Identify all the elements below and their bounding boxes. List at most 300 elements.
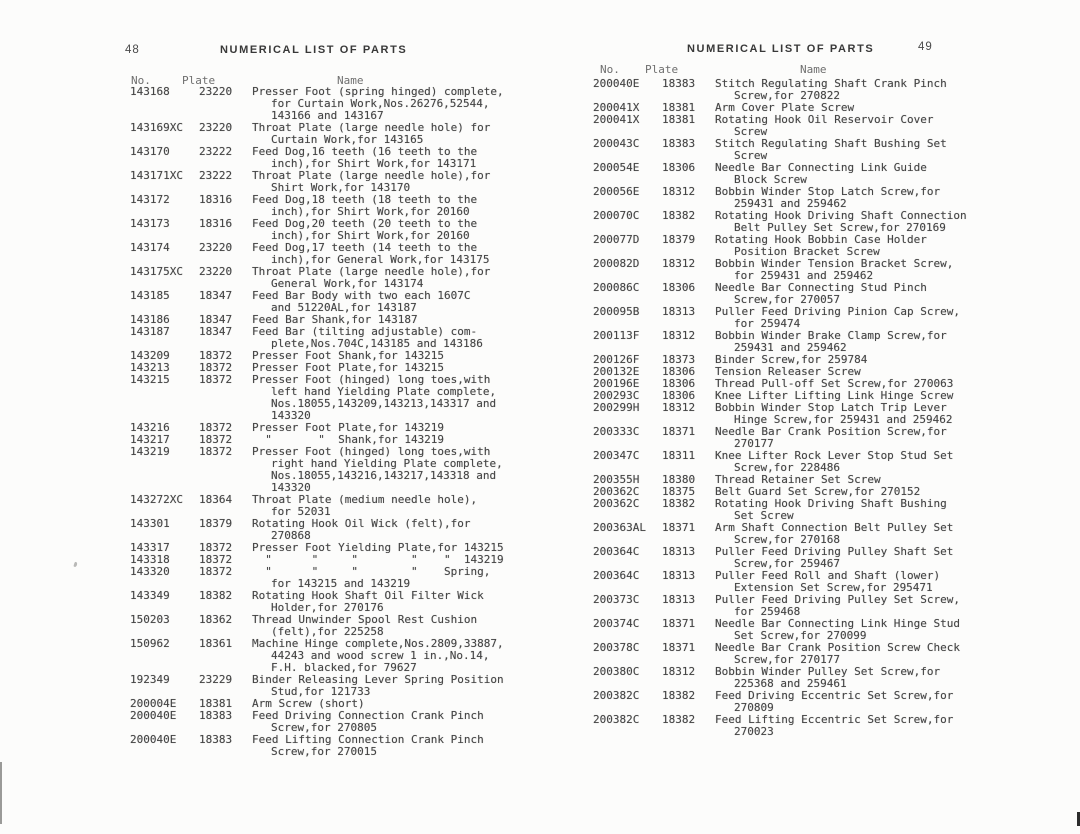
plate-number: 18364 bbox=[199, 493, 233, 506]
part-row bbox=[588, 594, 1012, 618]
column-header-no: No. bbox=[600, 63, 620, 76]
part-name bbox=[252, 374, 537, 422]
part-number: 143219 bbox=[130, 445, 170, 458]
part-row bbox=[125, 494, 537, 518]
part-number: 143186 bbox=[130, 313, 170, 326]
part-name bbox=[252, 518, 537, 542]
part-name bbox=[715, 234, 1012, 258]
part-name-line: 270868 bbox=[271, 529, 311, 542]
part-name-line: Belt Guard Set Screw,for 270152 bbox=[715, 485, 921, 498]
plate-number: 18381 bbox=[662, 113, 696, 126]
part-number: 200054E bbox=[593, 161, 640, 174]
part-name-line: Presser Foot (hinged) long toes,with bbox=[252, 445, 491, 458]
part-name-line: 225368 and 259461 bbox=[734, 677, 847, 690]
part-number: 143213 bbox=[130, 361, 170, 374]
part-name-line: Needle Bar Connecting Stud Pinch bbox=[715, 281, 927, 294]
part-name bbox=[252, 590, 537, 614]
part-name bbox=[715, 546, 1012, 570]
part-number: 200382C bbox=[593, 713, 640, 726]
part-name-line: Extension Set Screw,for 295471 bbox=[734, 581, 933, 594]
part-row bbox=[588, 186, 1012, 210]
part-name-line: Screw bbox=[734, 149, 768, 162]
plate-number: 18313 bbox=[662, 305, 696, 318]
parts-list-left bbox=[125, 86, 537, 758]
part-row bbox=[588, 306, 1012, 330]
scan-speck bbox=[73, 562, 77, 568]
plate-number: 23220 bbox=[199, 121, 233, 134]
part-name-line: Puller Feed Driving Pulley Shaft Set bbox=[715, 545, 954, 558]
part-name bbox=[252, 290, 537, 314]
plate-number: 18382 bbox=[662, 497, 696, 510]
part-name bbox=[715, 594, 1012, 618]
plate-number: 18372 bbox=[199, 349, 233, 362]
part-name-line: Rotating Hook Oil Wick (felt),for bbox=[252, 517, 471, 530]
part-row bbox=[588, 234, 1012, 258]
part-name-line: Tension Releaser Screw bbox=[715, 365, 861, 378]
part-name-line: Feed Dog,18 teeth (18 teeth to the bbox=[252, 193, 478, 206]
part-number: 143185 bbox=[130, 289, 170, 302]
part-name-line: Arm Screw (short) bbox=[252, 697, 365, 710]
plate-number: 18312 bbox=[662, 401, 696, 414]
part-row bbox=[125, 266, 537, 290]
part-number: 143318 bbox=[130, 553, 170, 566]
part-name bbox=[715, 450, 1012, 474]
plate-number: 18306 bbox=[662, 161, 696, 174]
part-name-line: Block Screw bbox=[734, 173, 807, 186]
part-number: 200056E bbox=[593, 185, 640, 198]
part-name-line: 44243 and wood screw 1 in.,No.14, bbox=[271, 649, 490, 662]
plate-number: 18380 bbox=[662, 473, 696, 486]
part-row bbox=[588, 426, 1012, 450]
part-name bbox=[715, 666, 1012, 690]
parts-list-right bbox=[588, 78, 1012, 738]
part-row bbox=[125, 326, 537, 350]
part-number: 200082D bbox=[593, 257, 640, 270]
part-name-line: 270023 bbox=[734, 725, 774, 738]
part-name-line: Presser Foot (hinged) long toes,with bbox=[252, 373, 491, 386]
plate-number: 18312 bbox=[662, 329, 696, 342]
part-name-line: Binder Screw,for 259784 bbox=[715, 353, 868, 366]
part-name-line: " " " " Spring, bbox=[252, 565, 491, 578]
part-number: 143187 bbox=[130, 325, 170, 338]
part-name bbox=[715, 330, 1012, 354]
part-name bbox=[715, 642, 1012, 666]
column-header-plate: Plate bbox=[645, 63, 679, 76]
part-name-line: Holder,for 270176 bbox=[271, 601, 384, 614]
part-row bbox=[588, 162, 1012, 186]
part-number: 200086C bbox=[593, 281, 640, 294]
part-name bbox=[252, 494, 537, 518]
part-name-line: Feed Dog,17 teeth (14 teeth to the bbox=[252, 241, 478, 254]
part-row bbox=[125, 674, 537, 698]
part-name-line: (felt),for 225258 bbox=[271, 625, 384, 638]
plate-number: 23220 bbox=[199, 265, 233, 278]
page-title-right: NUMERICAL LIST OF PARTS bbox=[687, 43, 875, 55]
part-name-line: Feed Bar Body with two each 1607C bbox=[252, 289, 471, 302]
plate-number: 18383 bbox=[199, 733, 233, 746]
part-number: 143301 bbox=[130, 517, 170, 530]
part-name-line: F.H. blacked,for 79627 bbox=[271, 661, 417, 674]
plate-number: 18312 bbox=[662, 257, 696, 270]
plate-number: 18379 bbox=[199, 517, 233, 530]
part-name-line: Presser Foot Yielding Plate,for 143215 bbox=[252, 541, 504, 554]
part-name-line: inch),for Shirt Work,for 20160 bbox=[271, 205, 470, 218]
part-number: 143168 bbox=[130, 85, 170, 98]
part-name-line: Position Bracket Screw bbox=[734, 245, 880, 258]
column-header-name: Name bbox=[800, 63, 827, 76]
plate-number: 18371 bbox=[662, 425, 696, 438]
part-number: 200378C bbox=[593, 641, 640, 654]
part-number: 200364C bbox=[593, 569, 640, 582]
plate-number: 18379 bbox=[662, 233, 696, 246]
part-name bbox=[715, 162, 1012, 186]
part-number: 143171XC bbox=[130, 169, 183, 182]
part-name-line: Rotating Hook Driving Shaft Connection bbox=[715, 209, 967, 222]
part-name bbox=[715, 498, 1012, 522]
plate-number: 23229 bbox=[199, 673, 233, 686]
part-name-line: Belt Pulley Set Screw,for 270169 bbox=[734, 221, 946, 234]
part-name-line: for 259431 and 259462 bbox=[734, 269, 874, 282]
part-name-line: Rotating Hook Shaft Oil Filter Wick bbox=[252, 589, 484, 602]
part-row bbox=[588, 498, 1012, 522]
part-number: 200355H bbox=[593, 473, 640, 486]
part-row bbox=[588, 450, 1012, 474]
part-name-line: inch),for Shirt Work,for 143171 bbox=[271, 157, 477, 170]
plate-number: 18381 bbox=[199, 697, 233, 710]
plate-number: 18347 bbox=[199, 289, 233, 302]
plate-number: 18372 bbox=[199, 433, 233, 446]
part-name-line: right hand Yielding Plate complete, bbox=[271, 457, 503, 470]
part-row bbox=[125, 590, 537, 614]
part-name-line: Knee Lifter Lifting Link Hinge Screw bbox=[715, 389, 954, 402]
part-name-line: Screw,for 270015 bbox=[271, 745, 377, 758]
part-row bbox=[588, 78, 1012, 102]
part-number: 143215 bbox=[130, 373, 170, 386]
plate-number: 18381 bbox=[662, 101, 696, 114]
page-title-left: NUMERICAL LIST OF PARTS bbox=[220, 44, 408, 56]
part-row bbox=[588, 666, 1012, 690]
part-row bbox=[125, 194, 537, 218]
part-number: 200040E bbox=[130, 709, 177, 722]
column-header-no: No. bbox=[131, 74, 151, 87]
plate-number: 18316 bbox=[199, 193, 233, 206]
column-header-plate: Plate bbox=[182, 74, 216, 87]
part-name-line: 143166 and 143167 bbox=[271, 109, 384, 122]
part-number: 200373C bbox=[593, 593, 640, 606]
part-name-line: Arm Shaft Connection Belt Pulley Set bbox=[715, 521, 954, 534]
part-row bbox=[588, 258, 1012, 282]
scan-edge-artifact-left bbox=[0, 762, 2, 824]
part-row bbox=[125, 122, 537, 146]
part-number: 200374C bbox=[593, 617, 640, 630]
part-name bbox=[252, 218, 537, 242]
part-number: 200077D bbox=[593, 233, 640, 246]
plate-number: 23220 bbox=[199, 241, 233, 254]
part-row bbox=[588, 114, 1012, 138]
part-number: 200040E bbox=[593, 77, 640, 90]
part-row bbox=[588, 138, 1012, 162]
part-name-line: Puller Feed Driving Pinion Cap Screw, bbox=[715, 305, 961, 318]
part-name bbox=[715, 522, 1012, 546]
part-name-line: Stitch Regulating Shaft Bushing Set bbox=[715, 137, 947, 150]
plate-number: 18382 bbox=[662, 209, 696, 222]
part-name-line: Bobbin Winder Brake Clamp Screw,for bbox=[715, 329, 947, 342]
part-name-line: plete,Nos.704C,143185 and 143186 bbox=[271, 337, 483, 350]
part-number: 200299H bbox=[593, 401, 640, 414]
part-name bbox=[252, 674, 537, 698]
part-name-line: Bobbin Winder Stop Latch Trip Lever bbox=[715, 401, 947, 414]
plate-number: 18313 bbox=[662, 569, 696, 582]
part-name-line: Throat Plate (large needle hole) for bbox=[252, 121, 491, 134]
part-name bbox=[252, 86, 537, 122]
plate-number: 18311 bbox=[662, 449, 696, 462]
part-name-line: inch),for General Work,for 143175 bbox=[271, 253, 490, 266]
part-name-line: Presser Foot Plate,for 143219 bbox=[252, 421, 445, 434]
part-name bbox=[252, 566, 537, 590]
part-row bbox=[125, 446, 537, 494]
column-header-name: Name bbox=[337, 74, 364, 87]
plate-number: 18372 bbox=[199, 553, 233, 566]
part-row bbox=[125, 146, 537, 170]
part-row bbox=[125, 242, 537, 266]
part-name-line: left hand Yielding Plate complete, bbox=[271, 385, 497, 398]
part-name bbox=[252, 146, 537, 170]
part-name-line: Nos.18055,143216,143217,143318 and bbox=[271, 469, 497, 482]
part-number: 200380C bbox=[593, 665, 640, 678]
part-number: 143216 bbox=[130, 421, 170, 434]
part-name-line: Feed Lifting Eccentric Set Screw,for bbox=[715, 713, 954, 726]
part-name bbox=[715, 78, 1012, 102]
part-number: 150962 bbox=[130, 637, 170, 650]
plate-number: 23220 bbox=[199, 85, 233, 98]
part-name-line: Feed Bar (tilting adjustable) com- bbox=[252, 325, 478, 338]
part-name-line: Feed Bar Shank,for 143187 bbox=[252, 313, 418, 326]
plate-number: 18372 bbox=[199, 361, 233, 374]
part-name-line: Presser Foot Shank,for 143215 bbox=[252, 349, 445, 362]
plate-number: 18382 bbox=[662, 689, 696, 702]
part-name bbox=[252, 194, 537, 218]
part-name-line: Screw,for 270168 bbox=[734, 533, 840, 546]
part-name bbox=[252, 446, 537, 494]
plate-number: 18383 bbox=[662, 137, 696, 150]
part-name bbox=[715, 258, 1012, 282]
page-number-left: 48 bbox=[125, 44, 140, 56]
part-number: 143174 bbox=[130, 241, 170, 254]
plate-number: 18306 bbox=[662, 389, 696, 402]
plate-number: 18373 bbox=[662, 353, 696, 366]
part-row bbox=[588, 282, 1012, 306]
part-number: 143172 bbox=[130, 193, 170, 206]
part-name-line: Throat Plate (medium needle hole), bbox=[252, 493, 478, 506]
part-name bbox=[715, 570, 1012, 594]
part-name-line: Thread Retainer Set Screw bbox=[715, 473, 881, 486]
part-name-line: Stitch Regulating Shaft Crank Pinch bbox=[715, 77, 947, 90]
part-name-line: Feed Dog,20 teeth (20 teeth to the bbox=[252, 217, 478, 230]
part-name-line: Thread Pull-off Set Screw,for 270063 bbox=[715, 377, 954, 390]
part-name bbox=[252, 710, 537, 734]
plate-number: 18362 bbox=[199, 613, 233, 626]
plate-number: 18312 bbox=[662, 665, 696, 678]
part-name-line: Screw,for 228486 bbox=[734, 461, 840, 474]
part-name-line: Rotating Hook Oil Reservoir Cover bbox=[715, 113, 934, 126]
part-name bbox=[715, 618, 1012, 642]
part-name-line: inch),for Shirt Work,for 20160 bbox=[271, 229, 470, 242]
plate-number: 18306 bbox=[662, 365, 696, 378]
part-name-line: General Work,for 143174 bbox=[271, 277, 424, 290]
part-name-line: Presser Foot Plate,for 143215 bbox=[252, 361, 445, 374]
part-name-line: Feed Driving Connection Crank Pinch bbox=[252, 709, 484, 722]
plate-number: 18382 bbox=[199, 589, 233, 602]
part-row bbox=[588, 330, 1012, 354]
part-name-line: 259431 and 259462 bbox=[734, 197, 847, 210]
part-row bbox=[588, 210, 1012, 234]
part-name-line: Arm Cover Plate Screw bbox=[715, 101, 855, 114]
plate-number: 18372 bbox=[199, 373, 233, 386]
part-name-line: Hinge Screw,for 259431 and 259462 bbox=[734, 413, 953, 426]
plate-number: 23222 bbox=[199, 145, 233, 158]
plate-number: 18371 bbox=[662, 521, 696, 534]
part-name-line: Nos.18055,143209,143213,143317 and bbox=[271, 397, 497, 410]
part-row bbox=[588, 690, 1012, 714]
part-name-line: Bobbin Winder Stop Latch Screw,for bbox=[715, 185, 941, 198]
part-row bbox=[588, 714, 1012, 738]
part-number: 200362C bbox=[593, 497, 640, 510]
part-name-line: " " Shank,for 143219 bbox=[252, 433, 445, 446]
part-name-line: Puller Feed Driving Pulley Set Screw, bbox=[715, 593, 961, 606]
page-number-right: 49 bbox=[918, 41, 933, 53]
part-number: 200347C bbox=[593, 449, 640, 462]
part-number: 200382C bbox=[593, 689, 640, 702]
plate-number: 18383 bbox=[662, 77, 696, 90]
part-name-line: Throat Plate (large needle hole),for bbox=[252, 169, 491, 182]
part-name-line: Screw,for 270057 bbox=[734, 293, 840, 306]
part-name-line: Needle Bar Crank Position Screw Check bbox=[715, 641, 961, 654]
part-name bbox=[715, 306, 1012, 330]
plate-number: 18371 bbox=[662, 617, 696, 630]
part-number: 200363AL bbox=[593, 521, 646, 534]
part-name bbox=[252, 242, 537, 266]
part-name-line: 143320 bbox=[271, 481, 311, 494]
part-name-line: Needle Bar Connecting Link Guide bbox=[715, 161, 927, 174]
part-number: 143217 bbox=[130, 433, 170, 446]
part-name-line: for 259474 bbox=[734, 317, 801, 330]
part-row bbox=[125, 290, 537, 314]
part-name bbox=[715, 210, 1012, 234]
part-name bbox=[252, 122, 537, 146]
plate-number: 18372 bbox=[199, 445, 233, 458]
part-name-line: Rotating Hook Bobbin Case Holder bbox=[715, 233, 927, 246]
part-name-line: Curtain Work,for 143165 bbox=[271, 133, 424, 146]
part-number: 200043C bbox=[593, 137, 640, 150]
part-name-line: 143320 bbox=[271, 409, 311, 422]
part-name bbox=[252, 170, 537, 194]
plate-number: 18313 bbox=[662, 593, 696, 606]
part-number: 200095B bbox=[593, 305, 640, 318]
part-row bbox=[588, 618, 1012, 642]
plate-number: 18306 bbox=[662, 281, 696, 294]
part-name-line: Screw bbox=[734, 125, 768, 138]
part-name bbox=[715, 690, 1012, 714]
part-number: 143320 bbox=[130, 565, 170, 578]
plate-number: 18361 bbox=[199, 637, 233, 650]
part-name bbox=[715, 402, 1012, 426]
part-number: 200364C bbox=[593, 545, 640, 558]
part-name-line: 259431 and 259462 bbox=[734, 341, 847, 354]
part-name bbox=[715, 714, 1012, 738]
part-number: 200041X bbox=[593, 101, 640, 114]
plate-number: 18375 bbox=[662, 485, 696, 498]
part-row bbox=[125, 218, 537, 242]
part-name bbox=[715, 282, 1012, 306]
plate-number: 18382 bbox=[662, 713, 696, 726]
part-number: 143175XC bbox=[130, 265, 183, 278]
part-number: 200041X bbox=[593, 113, 640, 126]
part-name-line: Screw,for 270177 bbox=[734, 653, 840, 666]
plate-number: 18372 bbox=[199, 541, 233, 554]
part-number: 200196E bbox=[593, 377, 640, 390]
part-row bbox=[125, 614, 537, 638]
part-name-line: Binder Releasing Lever Spring Position bbox=[252, 673, 504, 686]
part-row bbox=[588, 402, 1012, 426]
plate-number: 18371 bbox=[662, 641, 696, 654]
part-number: 143173 bbox=[130, 217, 170, 230]
part-row bbox=[588, 570, 1012, 594]
part-row bbox=[125, 374, 537, 422]
part-name-line: Throat Plate (large needle hole),for bbox=[252, 265, 491, 278]
part-name-line: Bobbin Winder Tension Bracket Screw, bbox=[715, 257, 954, 270]
part-name bbox=[715, 138, 1012, 162]
plate-number: 18316 bbox=[199, 217, 233, 230]
part-name-line: Shirt Work,for 143170 bbox=[271, 181, 411, 194]
part-name-line: for 259468 bbox=[734, 605, 801, 618]
part-name bbox=[715, 186, 1012, 210]
part-number: 143170 bbox=[130, 145, 170, 158]
part-row bbox=[588, 642, 1012, 666]
part-name-line: Needle Bar Connecting Link Hinge Stud bbox=[715, 617, 961, 630]
plate-number: 18306 bbox=[662, 377, 696, 390]
part-name-line: for 143215 and 143219 bbox=[271, 577, 411, 590]
part-name bbox=[252, 614, 537, 638]
part-number: 200040E bbox=[130, 733, 177, 746]
part-name-line: Feed Dog,16 teeth (16 teeth to the bbox=[252, 145, 478, 158]
part-name-line: and 51220AL,for 143187 bbox=[271, 301, 417, 314]
part-name-line: Knee Lifter Rock Lever Stop Stud Set bbox=[715, 449, 954, 462]
part-number: 143209 bbox=[130, 349, 170, 362]
part-row bbox=[125, 638, 537, 674]
part-number: 200113F bbox=[593, 329, 640, 342]
plate-number: 18372 bbox=[199, 421, 233, 434]
part-number: 200126F bbox=[593, 353, 640, 366]
part-name bbox=[252, 266, 537, 290]
plate-number: 18347 bbox=[199, 313, 233, 326]
plate-number: 18313 bbox=[662, 545, 696, 558]
part-name bbox=[715, 426, 1012, 450]
part-number: 143169XC bbox=[130, 121, 183, 134]
part-row bbox=[125, 86, 537, 122]
part-number: 143317 bbox=[130, 541, 170, 554]
part-number: 192349 bbox=[130, 673, 170, 686]
part-name-line: Bobbin Winder Pulley Set Screw,for bbox=[715, 665, 941, 678]
part-row bbox=[125, 518, 537, 542]
part-name-line: Thread Unwinder Spool Rest Cushion bbox=[252, 613, 478, 626]
part-name-line: Feed Lifting Connection Crank Pinch bbox=[252, 733, 484, 746]
part-name bbox=[252, 638, 537, 674]
part-name bbox=[715, 114, 1012, 138]
part-name-line: for 52031 bbox=[271, 505, 331, 518]
plate-number: 18312 bbox=[662, 185, 696, 198]
part-name-line: Needle Bar Crank Position Screw,for bbox=[715, 425, 947, 438]
part-name-line: " " " " " 143219 bbox=[252, 553, 504, 566]
